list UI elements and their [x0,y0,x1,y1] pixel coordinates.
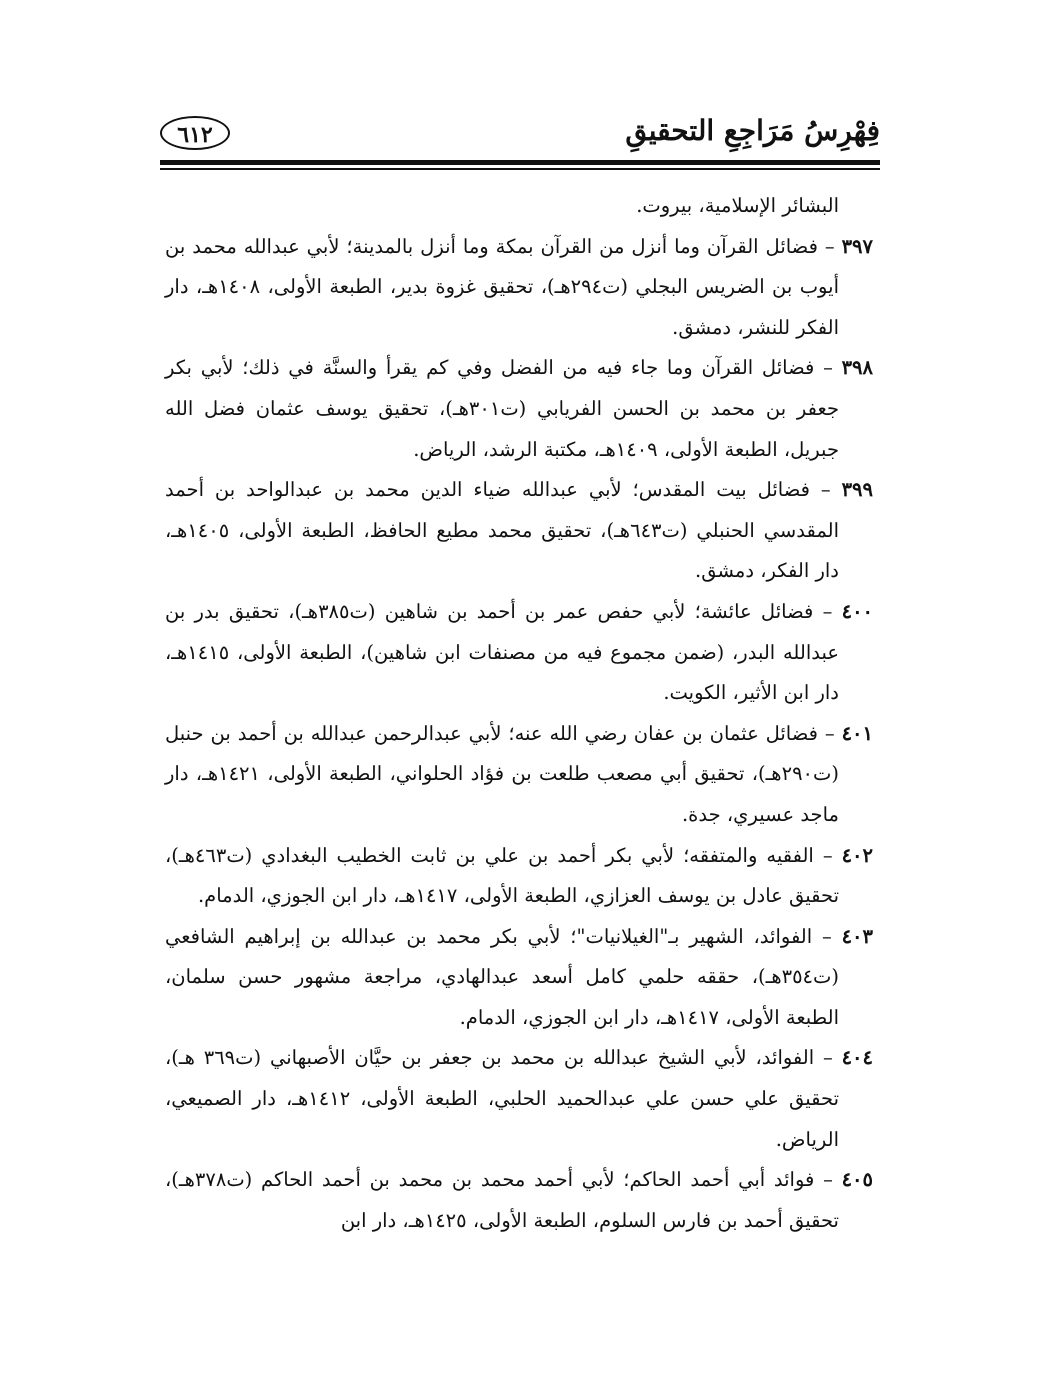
entry-text: فضائل بيت المقدس؛ لأبي عبدالله ضياء الدين محمد بن عبدالواحد بن أحمد المقدسي الحنبلي (ت٦٤٣هـ)، تحقيق محمد مطيع الحافظ، الطبعة الأولى، ١٤٠٥هـ، دار الفكر، دمشق. [165,478,839,583]
entry-text: الفوائد، الشهير بـ"الغيلانيات"؛ لأبي بكر محمد بن عبدالله بن إبراهيم الشافعي (ت٣٥٤هـ)، حققه حلمي كامل أسعد عبدالهادي، مراجعة مشهور حسن سلمان، الطبعة الأولى، ١٤١٧هـ، دار ابن الجوزي، الدمام. [165,924,839,1029]
bibliography-entry: ٣٩٧ – فضائل القرآن وما أنزل من القرآن بمكة وما أنزل بالمدينة؛ لأبي عبدالله محمد بن أيوب بن الضريس البجلي (ت٢٩٤هـ)، تحقيق غزوة بدير، الطبعة الأولى، ١٤٠٨هـ، دار الفكر للنشر، دمشق. [165,234,873,339]
entry-number: ٤٠١ [841,721,873,745]
entry-number: ٤٠٠ [841,599,874,623]
bibliography-entry: ٤٠٥ – فوائد أبي أحمد الحاكم؛ لأبي أحمد محمد بن محمد بن أحمد الحاكم (ت٣٧٨هـ)، تحقيق أحمد بن فارس السلوم، الطبعة الأولى، ١٤٢٥هـ، دار ابن [165,1168,873,1232]
bibliography-entry: ٣٩٨ – فضائل القرآن وما جاء فيه من الفضل وفي كم يقرأ والسنَّة في ذلك؛ لأبي بكر جعفر بن محمد بن الحسن الفريابي (ت٣٠١هـ)، تحقيق يوسف عثمان فضل الله جبريل، الطبعة الأولى، ١٤٠٩هـ، مكتبة الرشد، الرياض. [165,356,873,461]
page-number-badge: ٦١٢ [160,116,230,150]
entry-text: فضائل عثمان بن عفان رضي الله عنه؛ لأبي عبدالرحمن عبدالله بن أحمد بن حنبل (ت٢٩٠هـ)، تحقيق أبي مصعب طلعت بن فؤاد الحلواني، الطبعة الأولى، ١٤٢١هـ، دار ماجد عسيري، جدة. [165,721,839,826]
entry-number: ٣٩٧ [841,234,873,258]
header-rule-thin [160,168,880,170]
bibliography-entry: ٤٠٢ – الفقيه والمتفقه؛ لأبي بكر أحمد بن علي بن ثابت الخطيب البغدادي (ت٤٦٣هـ)، تحقيق عادل بن يوسف العزازي، الطبعة الأولى، ١٤١٧هـ، دار ابن الجوزي، الدمام. [165,843,873,908]
bibliography-entry: ٣٩٩ – فضائل بيت المقدس؛ لأبي عبدالله ضياء الدين محمد بن عبدالواحد بن أحمد المقدسي الحنبلي (ت٦٤٣هـ)، تحقيق محمد مطيع الحافظ، الطبعة الأولى، ١٤٠٥هـ، دار الفكر، دمشق. [165,478,873,583]
continuation-text: البشائر الإسلامية، بيروت. [636,194,839,217]
bibliography-entry: ٤٠٣ – الفوائد، الشهير بـ"الغيلانيات"؛ لأبي بكر محمد بن عبدالله بن إبراهيم الشافعي (ت٣٥٤هـ)، حققه حلمي كامل أسعد عبدالهادي، مراجعة مشهور حسن سلمان، الطبعة الأولى، ١٤١٧هـ، دار ابن الجوزي، الدمام. [165,924,873,1029]
entry-text: الفوائد، لأبي الشيخ عبدالله بن محمد بن جعفر بن حيَّان الأصبهاني (ت٣٦٩ هـ)، تحقيق علي حسن علي عبدالحميد الحلبي، الطبعة الأولى، ١٤١٢هـ، دار الصميعي، الرياض. [165,1046,839,1151]
entry-number: ٣٩٨ [841,356,873,380]
entry-number: ٤٠٤ [841,1046,873,1070]
entry-number: ٤٠٣ [841,924,873,948]
entry-text: فضائل عائشة؛ لأبي حفص عمر بن أحمد بن شاهين (ت٣٨٥هـ)، تحقيق بدر بن عبدالله البدر، (ضمن مجموع فيه من مصنفات ابن شاهين)، الطبعة الأولى، ١٤١٥هـ، دار ابن الأثير، الكويت. [165,599,839,705]
bibliography-entry: ٤٠٤ – الفوائد، لأبي الشيخ عبدالله بن محمد بن جعفر بن حيَّان الأصبهاني (ت٣٦٩ هـ)، تحقيق علي حسن علي عبدالحميد الحلبي، الطبعة الأولى، ١٤١٢هـ، دار الصميعي، الرياض. [165,1046,873,1151]
entry-text: فضائل القرآن وما جاء فيه من الفضل وفي كم يقرأ والسنَّة في ذلك؛ لأبي بكر جعفر بن محمد بن الحسن الفريابي (ت٣٠١هـ)، تحقيق يوسف عثمان فضل الله جبريل، الطبعة الأولى، ١٤٠٩هـ، مكتبة الرشد، الرياض. [165,356,840,461]
bibliography-list [165,186,873,1241]
page-title: فِهْرِسُ مَرَاجِعِ التحقيقِ [625,114,880,147]
entry-number: ٤٠٥ [841,1168,873,1192]
bibliography-entry: ٤٠١ – فضائل عثمان بن عفان رضي الله عنه؛ لأبي عبدالرحمن عبدالله بن أحمد بن حنبل (ت٢٩٠هـ)، تحقيق أبي مصعب طلعت بن فؤاد الحلواني، الطبعة الأولى، ١٤٢١هـ، دار ماجد عسيري، جدة. [165,721,873,826]
bibliography-entry: ٤٠٠ – فضائل عائشة؛ لأبي حفص عمر بن أحمد بن شاهين (ت٣٨٥هـ)، تحقيق بدر بن عبدالله البدر، (ضمن مجموع فيه من مصنفات ابن شاهين)، الطبعة الأولى، ١٤١٥هـ، دار ابن الأثير، الكويت. [165,599,874,705]
header-rule-thick [160,160,880,165]
page-header [160,110,880,158]
entry-number: ٤٠٢ [841,843,873,867]
entry-text: الفقيه والمتفقه؛ لأبي بكر أحمد بن علي بن ثابت الخطيب البغدادي (ت٤٦٣هـ)، تحقيق عادل بن يوسف العزازي، الطبعة الأولى، ١٤١٧هـ، دار ابن الجوزي، الدمام. [165,843,839,908]
entry-text: فوائد أبي أحمد الحاكم؛ لأبي أحمد محمد بن محمد بن أحمد الحاكم (ت٣٧٨هـ)، تحقيق أحمد بن فارس السلوم، الطبعة الأولى، ١٤٢٥هـ، دار ابن [165,1168,839,1232]
entry-number: ٣٩٩ [841,478,873,502]
entry-text: فضائل القرآن وما أنزل من القرآن بمكة وما أنزل بالمدينة؛ لأبي عبدالله محمد بن أيوب بن الضريس البجلي (ت٢٩٤هـ)، تحقيق غزوة بدير، الطبعة الأولى، ١٤٠٨هـ، دار الفكر للنشر، دمشق. [165,234,839,339]
